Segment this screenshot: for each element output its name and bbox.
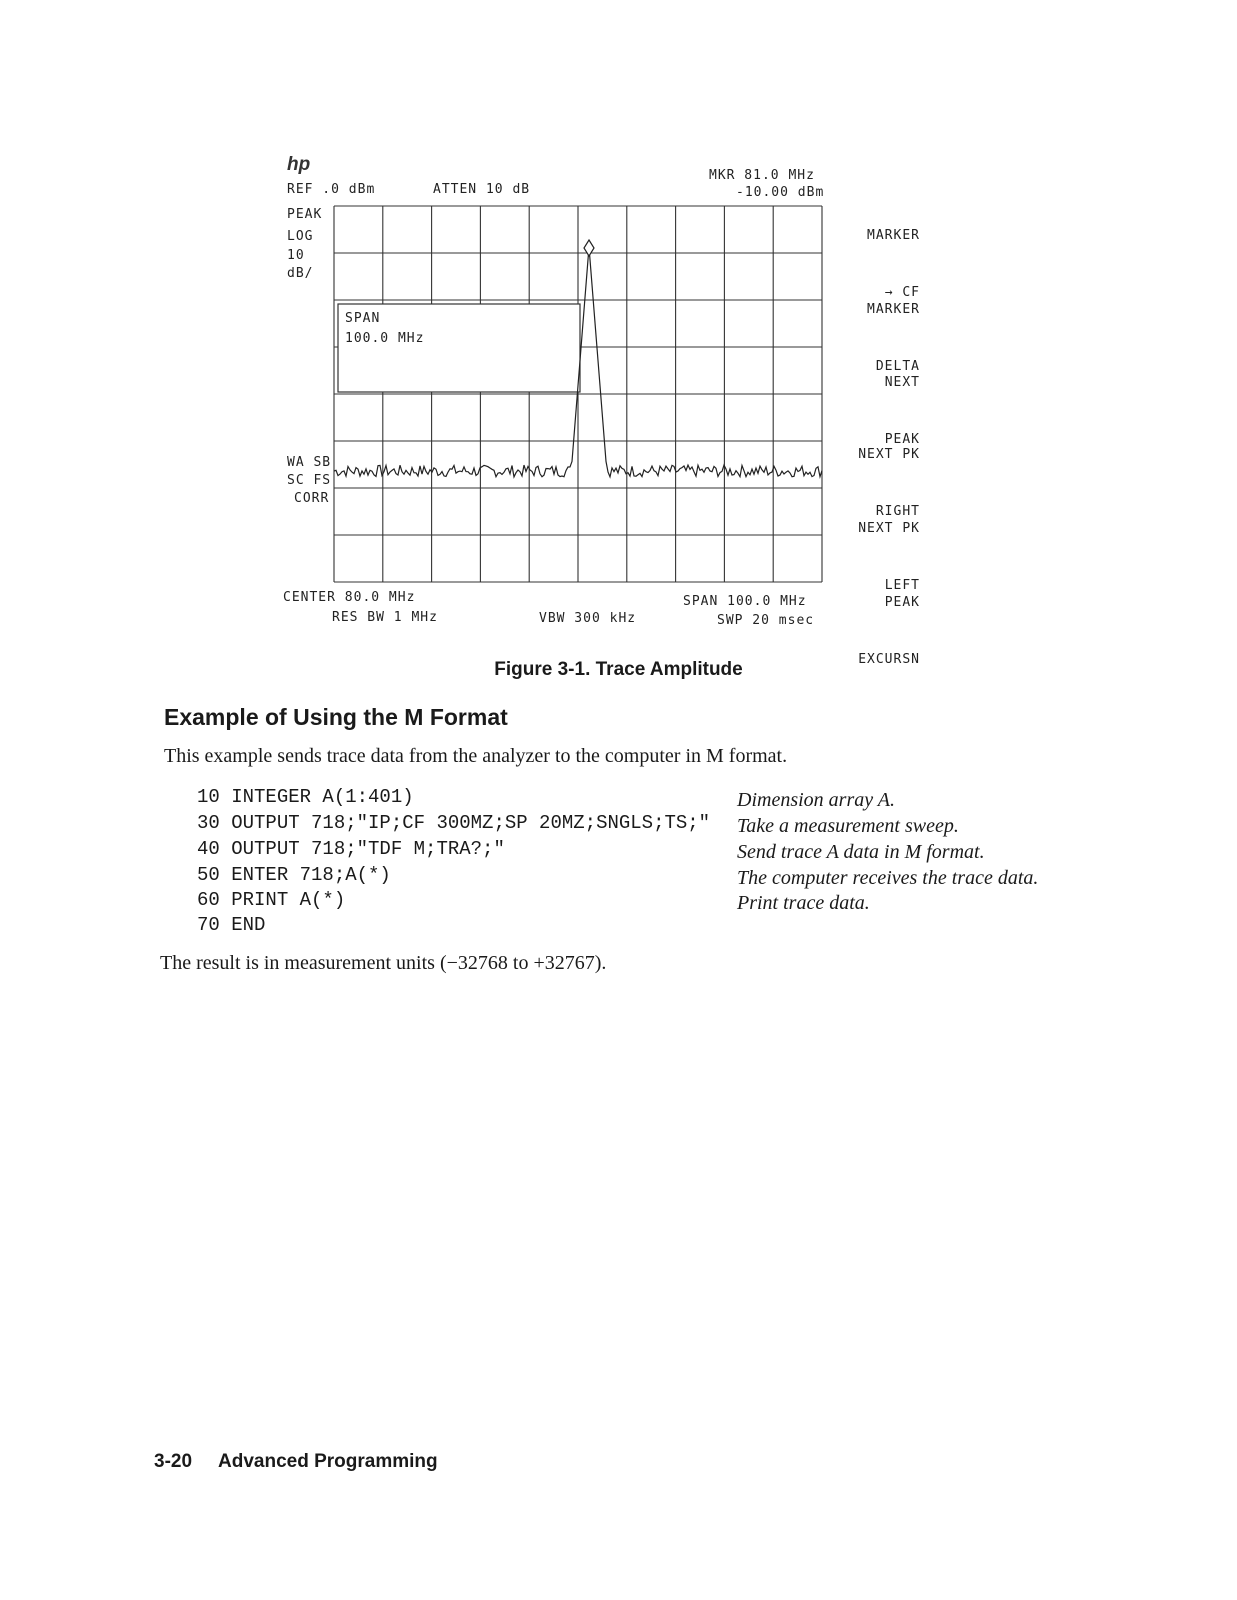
code-comment-40: Send trace A data in M format. xyxy=(737,841,985,863)
softkey-next-pk-left-line2: LEFT xyxy=(884,578,920,593)
softkey-next-pk-right-line1: NEXT PK xyxy=(858,447,920,462)
softkey-next-peak-line2: PEAK xyxy=(884,432,920,447)
code-line-50: 50 ENTER 718;A(*) xyxy=(197,864,391,886)
center-frequency: CENTER 80.0 MHz xyxy=(283,590,416,605)
code-line-70: 70 END xyxy=(197,914,266,936)
code-line-30: 30 OUTPUT 718;"IP;CF 300MZ;SP 20MZ;SNGLS;TS;" xyxy=(197,812,711,834)
resolution-bandwidth: RES BW 1 MHz xyxy=(332,610,438,625)
frequency-span: SPAN 100.0 MHz xyxy=(683,594,807,609)
scale-unit-label: dB/ xyxy=(287,266,314,281)
softkey-marker-cf-line2: → CF xyxy=(884,285,920,300)
softkey-marker-delta-line2: DELTA xyxy=(875,359,920,374)
code-comment-30: Take a measurement sweep. xyxy=(737,815,959,837)
scale-type-label: LOG xyxy=(287,229,314,244)
detector-label: PEAK xyxy=(287,207,323,222)
status-wa-sb: WA SB xyxy=(287,455,332,470)
hp-logo: hp xyxy=(287,154,311,175)
section-heading: Example of Using the M Format xyxy=(164,704,508,730)
result-paragraph: The result is in measurement units (−32768 to +32767). xyxy=(160,952,607,974)
marker-frequency: MKR 81.0 MHz xyxy=(709,168,815,183)
softkey-peak-excursn-line1: PEAK xyxy=(884,595,920,610)
softkey-marker-delta-line1: MARKER xyxy=(867,302,920,317)
marker-diamond-icon xyxy=(584,240,594,256)
video-bandwidth: VBW 300 kHz xyxy=(539,611,637,626)
code-line-60: 60 PRINT A(*) xyxy=(197,889,346,911)
code-line-40: 40 OUTPUT 718;"TDF M;TRA?;" xyxy=(197,838,505,860)
marker-amplitude: -10.00 dBm xyxy=(736,185,825,200)
softkey-marker-cf-line1: MARKER xyxy=(867,228,920,243)
spectrum-display xyxy=(0,0,1237,660)
code-comment-60: Print trace data. xyxy=(737,892,870,914)
code-comment-50: The computer receives the trace data. xyxy=(737,867,1039,889)
ref-level: REF .0 dBm xyxy=(287,182,376,197)
status-corr: CORR xyxy=(294,491,330,506)
graticule xyxy=(334,206,822,582)
span-box-value: 100.0 MHz xyxy=(345,331,425,346)
figure-caption: Figure 3-1. Trace Amplitude xyxy=(494,659,743,680)
footer-section-title: Advanced Programming xyxy=(218,1451,438,1472)
code-line-10: 10 INTEGER A(1:401) xyxy=(197,786,414,808)
code-comment-10: Dimension array A. xyxy=(737,789,895,811)
page-number: 3-20 xyxy=(154,1451,193,1472)
attenuation: ATTEN 10 dB xyxy=(433,182,531,197)
span-box-label: SPAN xyxy=(345,311,381,326)
scale-value-label: 10 xyxy=(287,248,305,263)
softkey-next-pk-right-line2: RIGHT xyxy=(875,504,920,519)
softkey-next-pk-left-line1: NEXT PK xyxy=(858,521,920,536)
softkey-next-peak-line1: NEXT xyxy=(884,375,920,390)
softkey-peak-excursn-line2: EXCURSN xyxy=(858,652,920,667)
sweep-time: SWP 20 msec xyxy=(717,613,815,628)
intro-paragraph: This example sends trace data from the analyzer to the computer in M format. xyxy=(164,745,788,767)
status-sc-fs: SC FS xyxy=(287,473,332,488)
